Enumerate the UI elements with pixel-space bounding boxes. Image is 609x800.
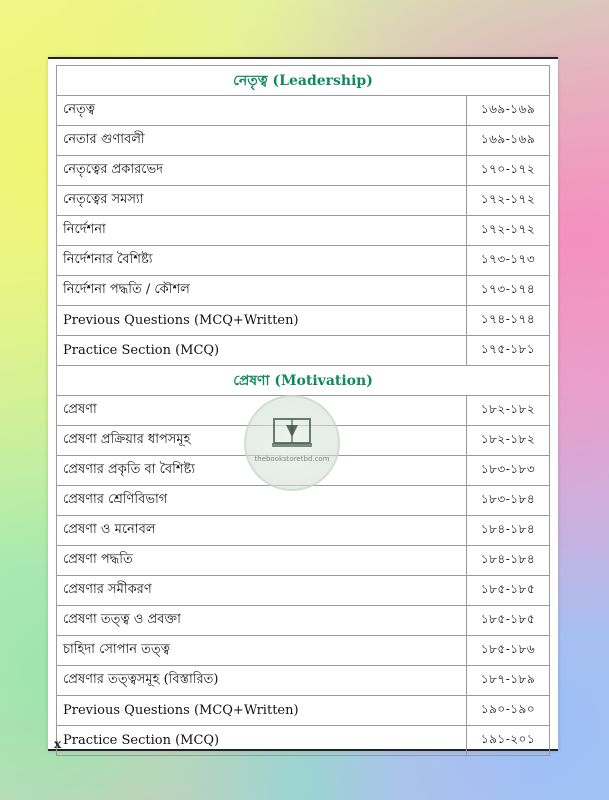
toc-pages: ১৮৩-১৮৩ [480, 461, 536, 476]
toc-pages: ১৮৪-১৮৪ [480, 551, 536, 566]
toc-topic: প্রেষণার শ্রেণিবিভাগ [57, 486, 467, 515]
toc-row [56, 336, 550, 366]
toc-pages: ১৭০-১৭২ [480, 161, 536, 176]
toc-row [56, 576, 550, 606]
toc-row [56, 186, 550, 216]
toc-row [56, 276, 550, 306]
toc-topic: Previous Questions (MCQ+Written) [57, 696, 467, 725]
toc-pages: ১৮৫-১৮৫ [480, 581, 536, 596]
toc-pages: ১৭২-১৭২ [480, 191, 536, 206]
watermark-logo [244, 395, 340, 491]
toc-pages: ১৮৩-১৮৪ [480, 491, 536, 506]
toc-topic: নেতৃত্বের সমস্যা [57, 186, 467, 215]
toc-row [56, 306, 550, 336]
toc-pages: ১৭৩-১৭৪ [480, 281, 536, 296]
toc-topic: প্রেষণার তত্ত্বসমূহ (বিস্তারিত) [57, 666, 467, 695]
toc-topic: নির্দেশনা পদ্ধতি / কৌশল [57, 276, 467, 305]
toc-topic: নেতৃত্বের প্রকারভেদ [57, 156, 467, 185]
book-pen-logo-icon [268, 415, 316, 453]
toc-topic: প্রেষণার প্রকৃতি বা বৈশিষ্ট্য [57, 456, 467, 485]
toc-row [56, 126, 550, 156]
section-heading-leadership: নেতৃত্ব (Leadership) [56, 65, 550, 96]
toc-row [56, 726, 550, 756]
toc-pages: ১৮২-১৮২ [480, 431, 536, 446]
toc-pages: ১৮২-১৮২ [480, 401, 536, 416]
toc-topic: প্রেষণা পদ্ধতি [57, 546, 467, 575]
toc-topic: প্রেষণার সমীকরণ [57, 576, 467, 605]
toc-pages: ১৭২-১৭২ [480, 221, 536, 236]
toc-topic: প্রেষণা তত্ত্ব ও প্রবক্তা [57, 606, 467, 635]
toc-row [56, 666, 550, 696]
toc-pages: ১৬৯-১৬৯ [480, 131, 536, 146]
toc-topic: নেতৃত্ব [57, 96, 467, 125]
toc-topic: Previous Questions (MCQ+Written) [57, 306, 467, 335]
page-number: x [54, 737, 62, 751]
toc-pages: ১৮৪-১৮৪ [480, 521, 536, 536]
toc-pages: ১৯০-১৯০ [480, 701, 536, 716]
toc-topic: নির্দেশনা [57, 216, 467, 245]
toc-topic: Practice Section (MCQ) [57, 726, 467, 755]
toc-row [56, 546, 550, 576]
toc-pages: ১৬৯-১৬৯ [480, 101, 536, 116]
toc-row [56, 636, 550, 666]
toc-row [56, 216, 550, 246]
toc-pages: ১৮৭-১৮৯ [480, 671, 536, 686]
toc-row [56, 246, 550, 276]
section-heading-motivation: প্রেষণা (Motivation) [56, 366, 550, 396]
toc-topic: নির্দেশনার বৈশিষ্ট্য [57, 246, 467, 275]
toc-topic: প্রেষণা প্রক্রিয়ার ধাপসমূহ [57, 426, 467, 455]
watermark-text: thebookstoretbd.com [254, 455, 330, 463]
toc-row [56, 696, 550, 726]
toc-topic: প্রেষণা ও মনোবল [57, 516, 467, 545]
toc-row [56, 486, 550, 516]
toc-pages: ১৯১-২০১ [480, 731, 536, 746]
toc-topic: Practice Section (MCQ) [57, 336, 467, 365]
toc-row [56, 606, 550, 636]
toc-topic: প্রেষণা [57, 396, 467, 425]
toc-topic: নেতার গুণাবলী [57, 126, 467, 155]
toc-topic: চাহিদা সোপান তত্ত্ব [57, 636, 467, 665]
toc-pages: ১৮৫-১৮৫ [480, 611, 536, 626]
toc-row [56, 516, 550, 546]
toc-pages: ১৭৪-১৭৪ [480, 311, 536, 326]
toc-pages: ১৭৫-১৮১ [480, 341, 536, 356]
toc-pages: ১৮৫-১৮৬ [480, 641, 536, 656]
toc-row [56, 96, 550, 126]
toc-row [56, 156, 550, 186]
toc-pages: ১৭৩-১৭৩ [480, 251, 536, 266]
